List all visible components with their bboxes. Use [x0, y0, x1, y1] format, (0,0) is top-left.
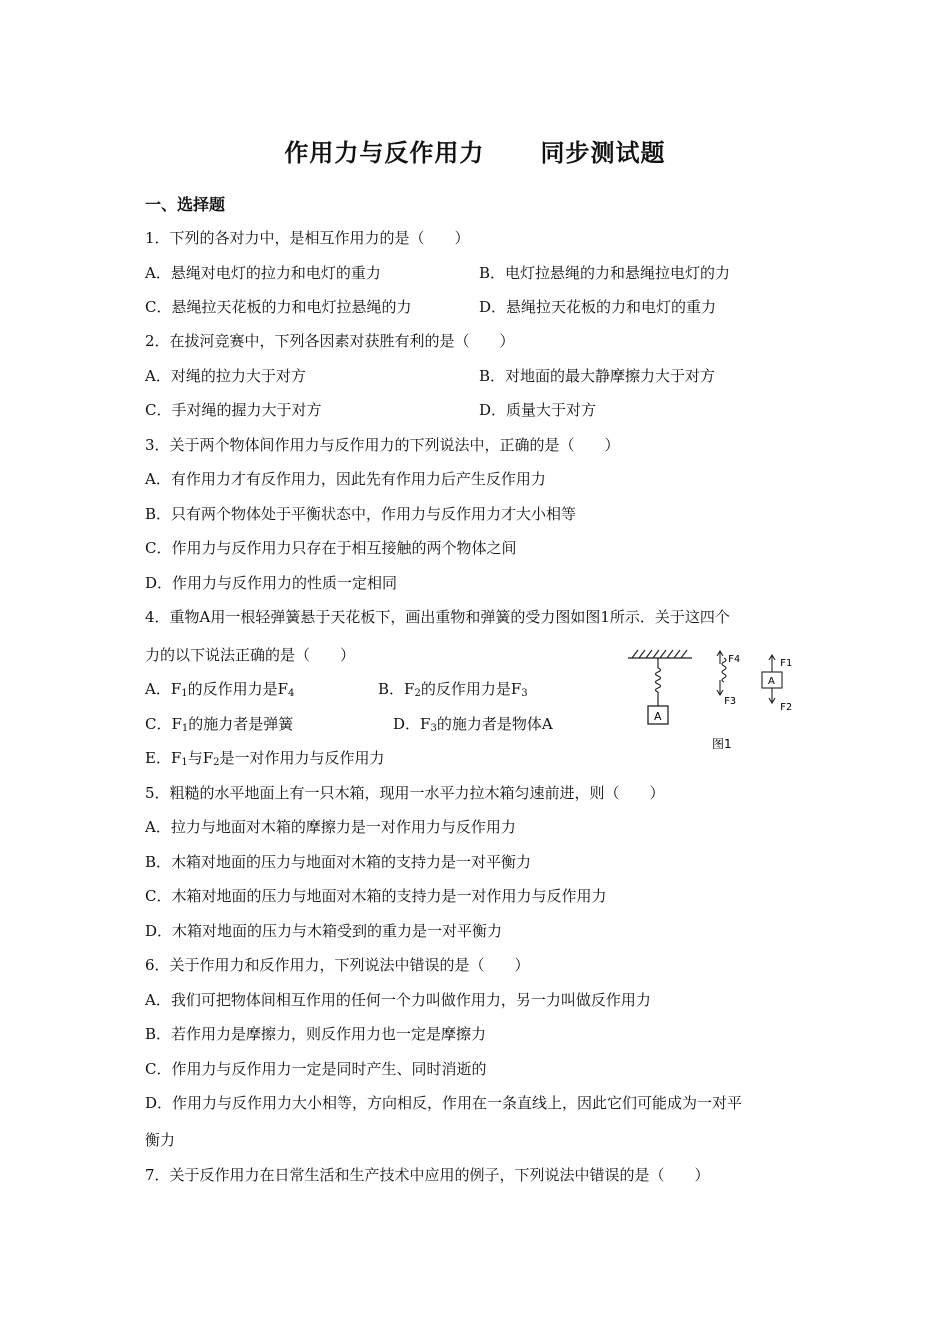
q4-option-c: C．$F_1$的施力者是弹簧	[145, 715, 294, 734]
label-f1: F1	[780, 658, 793, 669]
q5-option-c: C．木箱对地面的压力与地面对木箱的支持力是一对作用力与反作用力	[145, 887, 607, 905]
section-heading: 一、选择题	[145, 195, 226, 214]
q2-option-c: C．手对绳的握力大于对方	[145, 401, 322, 419]
q4-option-e: E．$F_1$与$F_2$是一对作用力与反作用力	[145, 749, 385, 768]
q3-option-a: A．有作用力才有反作用力，因此先有作用力后产生反作用力	[145, 470, 546, 488]
q4-stem-line2: 力的以下说法正确的是（ ）	[145, 646, 356, 664]
q1-option-d: D．悬绳拉天花板的力和电灯的重力	[479, 298, 717, 316]
q1-stem: 1．下列的各对力中，是相互作用力的是（ ）	[145, 229, 470, 247]
page-title: 作用力与反作用力 同步测试题	[284, 139, 666, 167]
q5-option-d: D．木箱对地面的压力与木箱受到的重力是一对平衡力	[145, 922, 503, 940]
q6-option-c: C．作用力与反作用力一定是同时产生、同时消逝的	[145, 1060, 487, 1078]
q6-option-d-line2: 衡力	[145, 1131, 176, 1149]
q3-option-b: B．只有两个物体处于平衡状态中，作用力与反作用力才大小相等	[145, 505, 577, 523]
q6-option-a: A．我们可把物体间相互作用的任何一个力叫做作用力，另一力叫做反作用力	[145, 991, 651, 1009]
label-f3: F3	[724, 696, 737, 707]
q6-option-d-line1: D．作用力与反作用力大小相等，方向相反，作用在一条直线上，因此它们可能成为一对平	[145, 1094, 743, 1112]
ceiling-hatch	[628, 650, 692, 658]
q2-stem: 2．在拔河竞赛中，下列各因素对获胜有利的是（ ）	[145, 332, 515, 350]
spring-free-body	[717, 651, 726, 695]
q2-option-a: A．对绳的拉力大于对方	[145, 367, 306, 385]
q6-stem: 6．关于作用力和反作用力，下列说法中错误的是（ ）	[145, 956, 530, 974]
q7-stem: 7．关于反作用力在日常生活和生产技术中应用的例子，下列说法中错误的是（ ）	[145, 1166, 710, 1184]
weight-block-label: A	[654, 710, 662, 723]
q5-stem: 5．粗糙的水平地面上有一只木箱，现用一水平力拉木箱匀速前进，则（ ）	[145, 784, 665, 802]
block-free-body-label: A	[768, 676, 775, 687]
q6-option-b: B．若作用力是摩擦力，则反作用力也一定是摩擦力	[145, 1025, 487, 1043]
q1-option-b: B．电灯拉悬绳的力和悬绳拉电灯的力	[479, 264, 731, 282]
label-f2: F2	[780, 702, 793, 713]
q3-option-c: C．作用力与反作用力只存在于相互接触的两个物体之间	[145, 539, 517, 557]
q1-option-c: C．悬绳拉天花板的力和电灯拉悬绳的力	[145, 298, 412, 316]
q2-option-b: B．对地面的最大静摩擦力大于对方	[479, 367, 716, 385]
label-f4: F4	[728, 654, 741, 665]
q3-stem: 3．关于两个物体间作用力与反作用力的下列说法中，正确的是（ ）	[145, 436, 620, 454]
q4-stem-line1: 4．重物A用一根轻弹簧悬于天花板下，画出重物和弹簧的受力图如图1所示．关于这四个	[145, 608, 730, 626]
q3-option-d: D．作用力与反作用力的性质一定相同	[145, 574, 398, 592]
q4-option-d: D．$F_3$的施力者是物体A	[393, 715, 553, 734]
q5-option-b: B．木箱对地面的压力与地面对木箱的支持力是一对平衡力	[145, 853, 532, 871]
q4-option-a: A．$F_1$的反作用力是$F_4$	[145, 680, 295, 699]
q2-option-d: D．质量大于对方	[479, 401, 597, 419]
q5-option-a: A．拉力与地面对木箱的摩擦力是一对作用力与反作用力	[145, 818, 516, 836]
figure-caption: 图1	[712, 737, 732, 751]
figure-1	[622, 640, 822, 760]
q4-option-b: B．$F_2$的反作用力是$F_3$	[378, 680, 528, 699]
spring	[656, 658, 661, 706]
q1-option-a: A．悬绳对电灯的拉力和电灯的重力	[145, 264, 381, 282]
